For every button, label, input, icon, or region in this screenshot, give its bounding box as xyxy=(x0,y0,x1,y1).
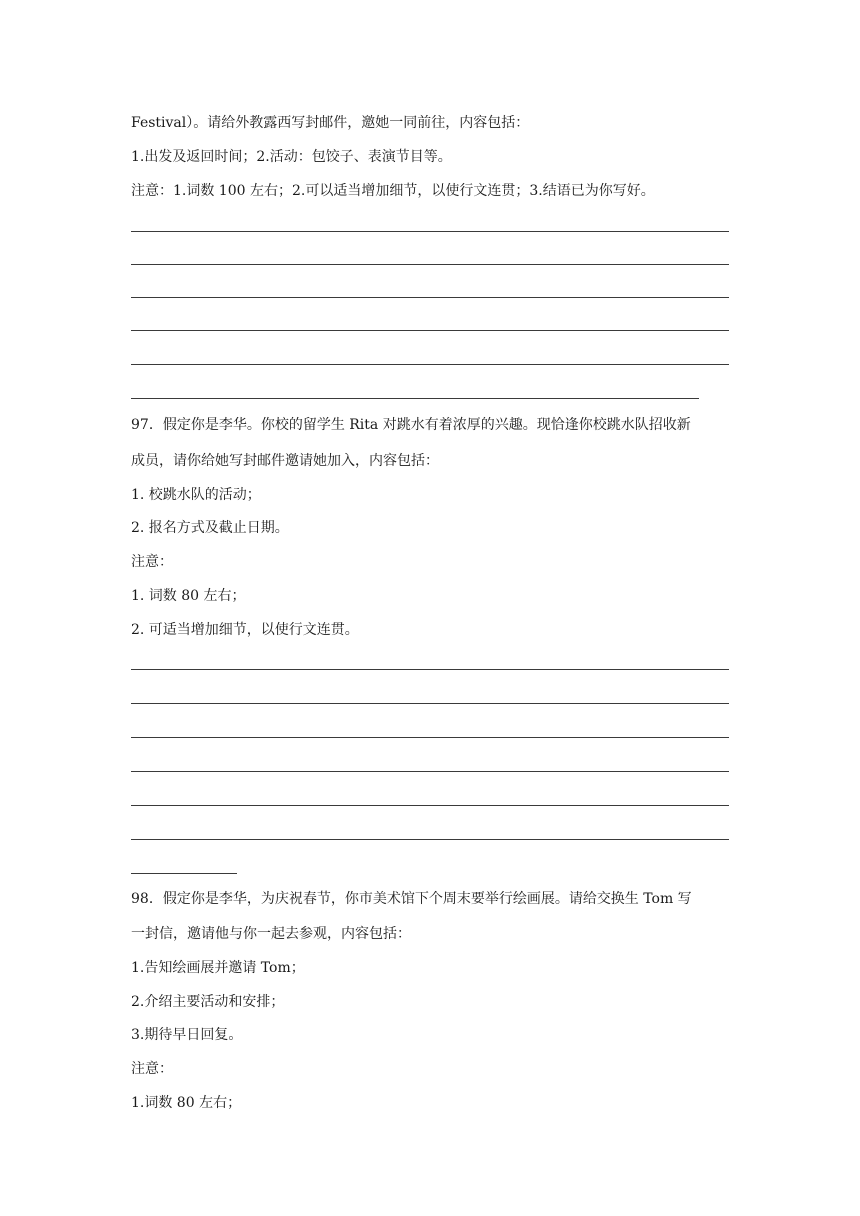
writing-line xyxy=(131,839,729,840)
q97-line-3: 1. 校跳水队的活动； xyxy=(131,487,261,503)
q97-line-5: 注意： xyxy=(131,554,173,570)
q98-line-1: 98．假定你是李华，为庆祝春节，你市美术馆下个周末要举行绘画展。请给交换生 Tom 写 xyxy=(131,891,692,907)
q97-line-2: 成员，请你给她写封邮件邀请她加入，内容包括： xyxy=(131,453,439,469)
q98-line-6: 注意： xyxy=(131,1061,173,1077)
q97-line-7: 2. 可适当增加细节，以使行文连贯。 xyxy=(131,622,359,638)
writing-line xyxy=(131,297,729,298)
q97-line-1: 97．假定你是李华。你校的留学生 Rita 对跳水有着浓厚的兴趣。现恰逢你校跳水队招收新 xyxy=(131,417,691,433)
q98-line-5: 3.期待早日回复。 xyxy=(131,1027,243,1043)
writing-line xyxy=(131,669,729,670)
q98-line-4: 2.介绍主要活动和安排； xyxy=(131,994,285,1010)
writing-line xyxy=(131,737,729,738)
writing-line xyxy=(131,805,729,806)
writing-line xyxy=(131,873,237,874)
writing-line xyxy=(131,364,729,365)
writing-line xyxy=(131,330,729,331)
q97-line-6: 1. 词数 80 左右； xyxy=(131,588,246,604)
writing-line xyxy=(131,231,729,232)
writing-line xyxy=(131,703,729,704)
writing-line xyxy=(131,264,729,265)
writing-line xyxy=(131,398,699,399)
q98-line-7: 1.词数 80 左右； xyxy=(131,1095,242,1111)
q98-line-2: 一封信，邀请他与你一起去参观，内容包括： xyxy=(131,926,411,942)
s1-line-1: Festival）。请给外教露西写封邮件，邀她一同前往，内容包括： xyxy=(131,115,530,131)
s1-line-3: 注意：1.词数 100 左右；2.可以适当增加细节，以使行文连贯；3.结语已为你写好。 xyxy=(131,183,655,199)
q98-line-3: 1.告知绘画展并邀请 Tom； xyxy=(131,960,305,976)
q97-line-4: 2. 报名方式及截止日期。 xyxy=(131,520,289,536)
s1-line-2: 1.出发及返回时间；2.活动：包饺子、表演节目等。 xyxy=(131,149,452,165)
writing-line xyxy=(131,771,729,772)
